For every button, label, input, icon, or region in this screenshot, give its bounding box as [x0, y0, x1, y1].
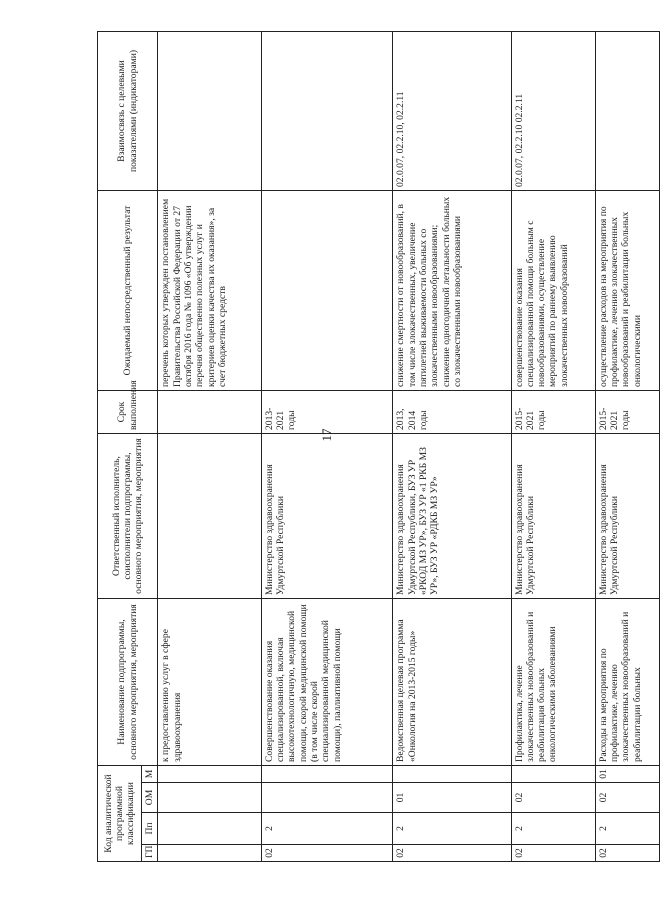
header-term: Срок выполнения: [98, 391, 158, 434]
cell-om: 02: [595, 783, 659, 813]
cell-term: [158, 391, 261, 434]
cell-gp: 02: [595, 845, 659, 862]
header-code-pp: Пп: [142, 813, 158, 845]
table-row: [595, 32, 659, 862]
cell-link: [158, 32, 261, 191]
cell-name: Совершенствование оказания специализированной, включая высокотехнологичную, медицинской помощи, скорой медицинской помощи (в том числе скорой специализированной медицинской помощи), паллиативной помощи: [261, 599, 393, 766]
header-name: Наименование подпрограммы, основного мероприятия, мероприятия: [98, 599, 158, 766]
cell-name: Ведомственная целевая программа «Онкология на 2013-2015 годы»: [393, 599, 511, 766]
cell-executor: Министерство здравоохранения Удмуртской Республики: [511, 434, 595, 599]
header-code-om: ОМ: [142, 783, 158, 813]
header-executor: Ответственный исполнитель, соисполнители подпрограммы, основного мероприятия, мероприятия: [98, 434, 158, 599]
cell-name: Профилактика, лечение злокачественных новообразований и реабилитация больных онкологическими заболеваниями: [511, 599, 595, 766]
cell-result: осуществление расходов на мероприятия по профилактике, лечению злокачественных новообразований и реабилитации больных онкологическими: [595, 191, 659, 391]
table-row: [261, 32, 393, 862]
cell-om: [158, 783, 261, 813]
header-result: Ожидаемый непосредственный результат: [98, 191, 158, 391]
cell-term: 2013, 2014 годы: [393, 391, 511, 434]
cell-result: [261, 191, 393, 391]
cell-term: 2015-2021 годы: [595, 391, 659, 434]
header-code-gp: ГП: [142, 845, 158, 862]
cell-executor: Министерство здравоохранения Удмуртской Республики: [595, 434, 659, 599]
cell-link: [595, 32, 659, 191]
program-table: [97, 31, 660, 862]
table-row: [393, 32, 511, 862]
cell-result: снижение смертности от новообразований, в том числе злокачественных, увеличение пятилетней выживаемости больных со злокачественными новообразованиями; снижение одногодичной летальности больных со злокачественными новообразованиями: [393, 191, 511, 391]
cell-gp: 02: [261, 845, 393, 862]
cell-term: 2013-2021 годы: [261, 391, 393, 434]
cell-link: 02.0.07, 02.2.10 02.2.11: [511, 32, 595, 191]
cell-om: 01: [393, 783, 511, 813]
cell-term: 2015-2021 годы: [511, 391, 595, 434]
cell-executor: Министерство здравоохранения Удмуртской Республики, БУЗ УР «РКОД МЗ УР», БУЗ УР «1 РКБ МЗ УР», БУЗ УР «РДКБ МЗ УР»: [393, 434, 511, 599]
cell-m: [261, 766, 393, 783]
cell-pp: [158, 813, 261, 845]
cell-link: [261, 32, 393, 191]
cell-pp: 2: [595, 813, 659, 845]
cell-result: перечень которых утвержден постановлением Правительства Российской Федерации от 27 октября 2016 года № 1096 «Об утверждении перечня общественно полезных услуг и критериев оценки качества их оказания», за счет бюджетных средств: [158, 191, 261, 391]
cell-gp: 02: [511, 845, 595, 862]
cell-executor: [158, 434, 261, 599]
program-table-wrapper: [97, 32, 660, 862]
cell-gp: [158, 845, 261, 862]
cell-om: [261, 783, 393, 813]
cell-pp: 2: [393, 813, 511, 845]
cell-pp: 2: [261, 813, 393, 845]
cell-m: [158, 766, 261, 783]
cell-m: [511, 766, 595, 783]
cell-om: 02: [511, 783, 595, 813]
cell-name: Расходы на мероприятия по профилактике, лечению злокачественных новообразований и реабилитации больных: [595, 599, 659, 766]
cell-gp: 02: [393, 845, 511, 862]
page-number: 17: [319, 428, 334, 442]
table-row: [158, 32, 261, 862]
cell-link: 02.0.07, 02.2.10, 02.2.11: [393, 32, 511, 191]
table-row: [511, 32, 595, 862]
header-link: Взаимосвязь с целевыми показателями (индикаторами): [98, 32, 158, 191]
header-code-group: Код аналитической программной классификации: [98, 766, 142, 862]
cell-result: совершенствование оказания специализированной помощи больным с новообразованиями, осуществление мероприятий по раннему выявлению злокачественных новообразований: [511, 191, 595, 391]
cell-executor: Министерство здравоохранения Удмуртской Республики: [261, 434, 393, 599]
cell-m: 01: [595, 766, 659, 783]
cell-pp: 2: [511, 813, 595, 845]
cell-name: к предоставлению услуг в сфере здравоохранения: [158, 599, 261, 766]
cell-m: [393, 766, 511, 783]
header-code-m: М: [142, 766, 158, 783]
